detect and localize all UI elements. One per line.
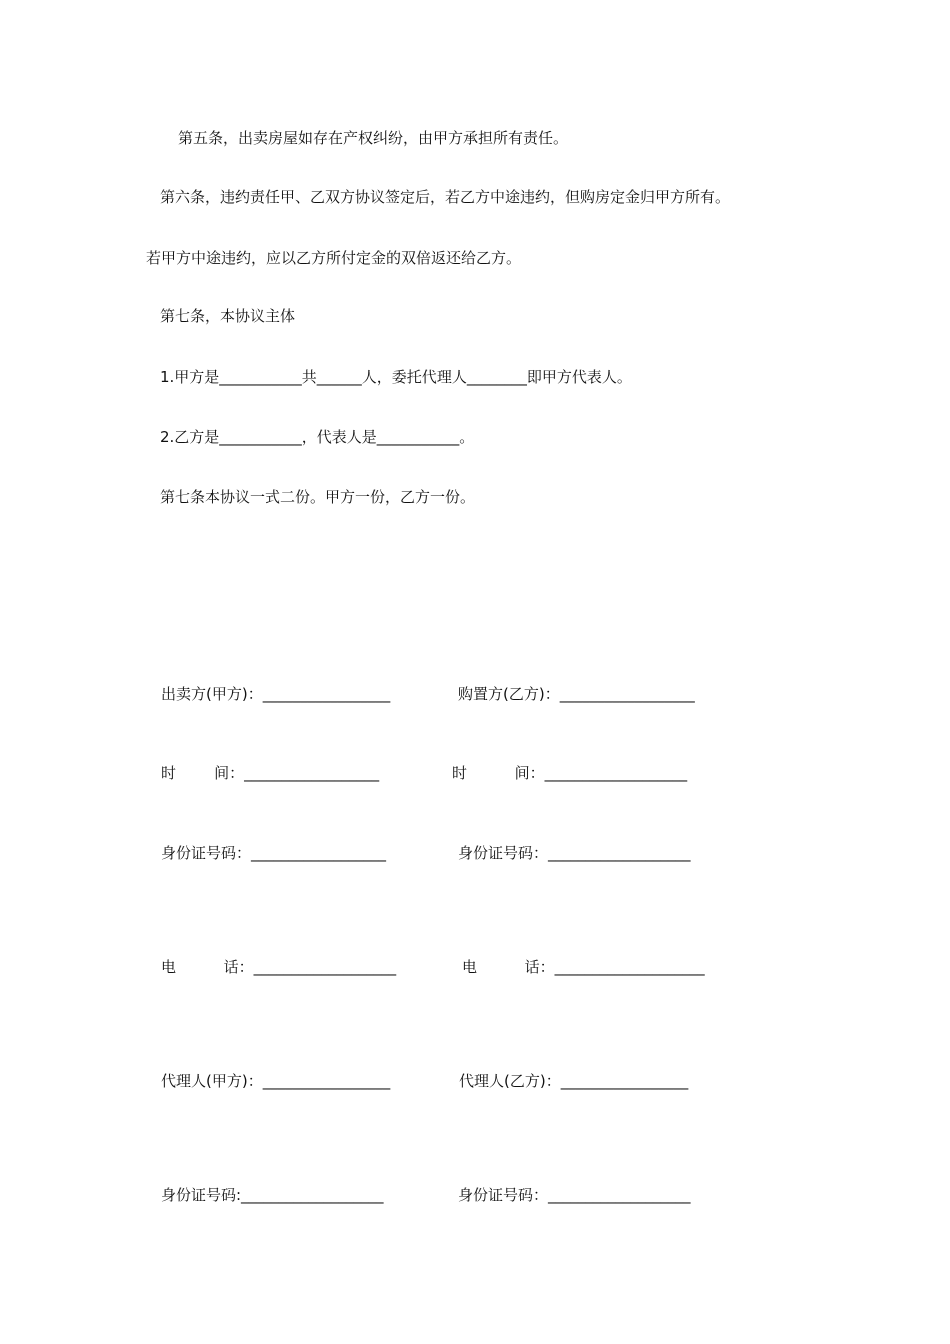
seller-agent-id-field: 身份证号码:___________________ bbox=[161, 1186, 384, 1204]
signature-row-id bbox=[0, 843, 950, 863]
buyer-time-field: 时 间：___________________ bbox=[452, 764, 688, 782]
article-7-title: 第七条，本协议主体 bbox=[160, 307, 296, 325]
signature-row-agent-id bbox=[0, 1185, 950, 1205]
article-6-line-1: 第六条，违约责任甲、乙双方协议签定后，若乙方中途违约，但购房定金归甲方所有。 bbox=[160, 188, 731, 206]
buyer-agent-id-field: 身份证号码：___________________ bbox=[458, 1186, 691, 1204]
seller-id-field: 身份证号码：__________________ bbox=[161, 844, 387, 862]
buyer-id-field: 身份证号码：___________________ bbox=[458, 844, 691, 862]
seller-phone-field: 电 话：___________________ bbox=[161, 958, 397, 976]
signature-row-parties bbox=[0, 684, 950, 704]
signature-row-time bbox=[0, 763, 950, 783]
signature-row-phone bbox=[0, 957, 950, 977]
article-7-item-1: 1.甲方是___________共______人，委托代理人________即甲方代表人。 bbox=[160, 368, 632, 386]
article-7-copies: 第七条本协议一式二份。甲方一份，乙方一份。 bbox=[160, 488, 476, 506]
signature-row-agent bbox=[0, 1071, 950, 1091]
buyer-phone-field: 电 话：____________________ bbox=[462, 958, 705, 976]
buyer-signature-field: 购置方(乙方)：__________________ bbox=[458, 685, 695, 703]
article-7-item-2: 2.乙方是___________，代表人是___________。 bbox=[160, 428, 475, 446]
buyer-agent-field: 代理人(乙方)：_________________ bbox=[459, 1072, 689, 1090]
article-6-line-2: 若甲方中途违约，应以乙方所付定金的双倍返还给乙方。 bbox=[146, 249, 522, 267]
article-5: 第五条，出卖房屋如存在产权纠纷，由甲方承担所有责任。 bbox=[178, 129, 569, 147]
seller-agent-field: 代理人(甲方)：_________________ bbox=[161, 1072, 391, 1090]
seller-signature-field: 出卖方(甲方)：_________________ bbox=[161, 685, 391, 703]
seller-time-field: 时 间：__________________ bbox=[161, 764, 380, 782]
